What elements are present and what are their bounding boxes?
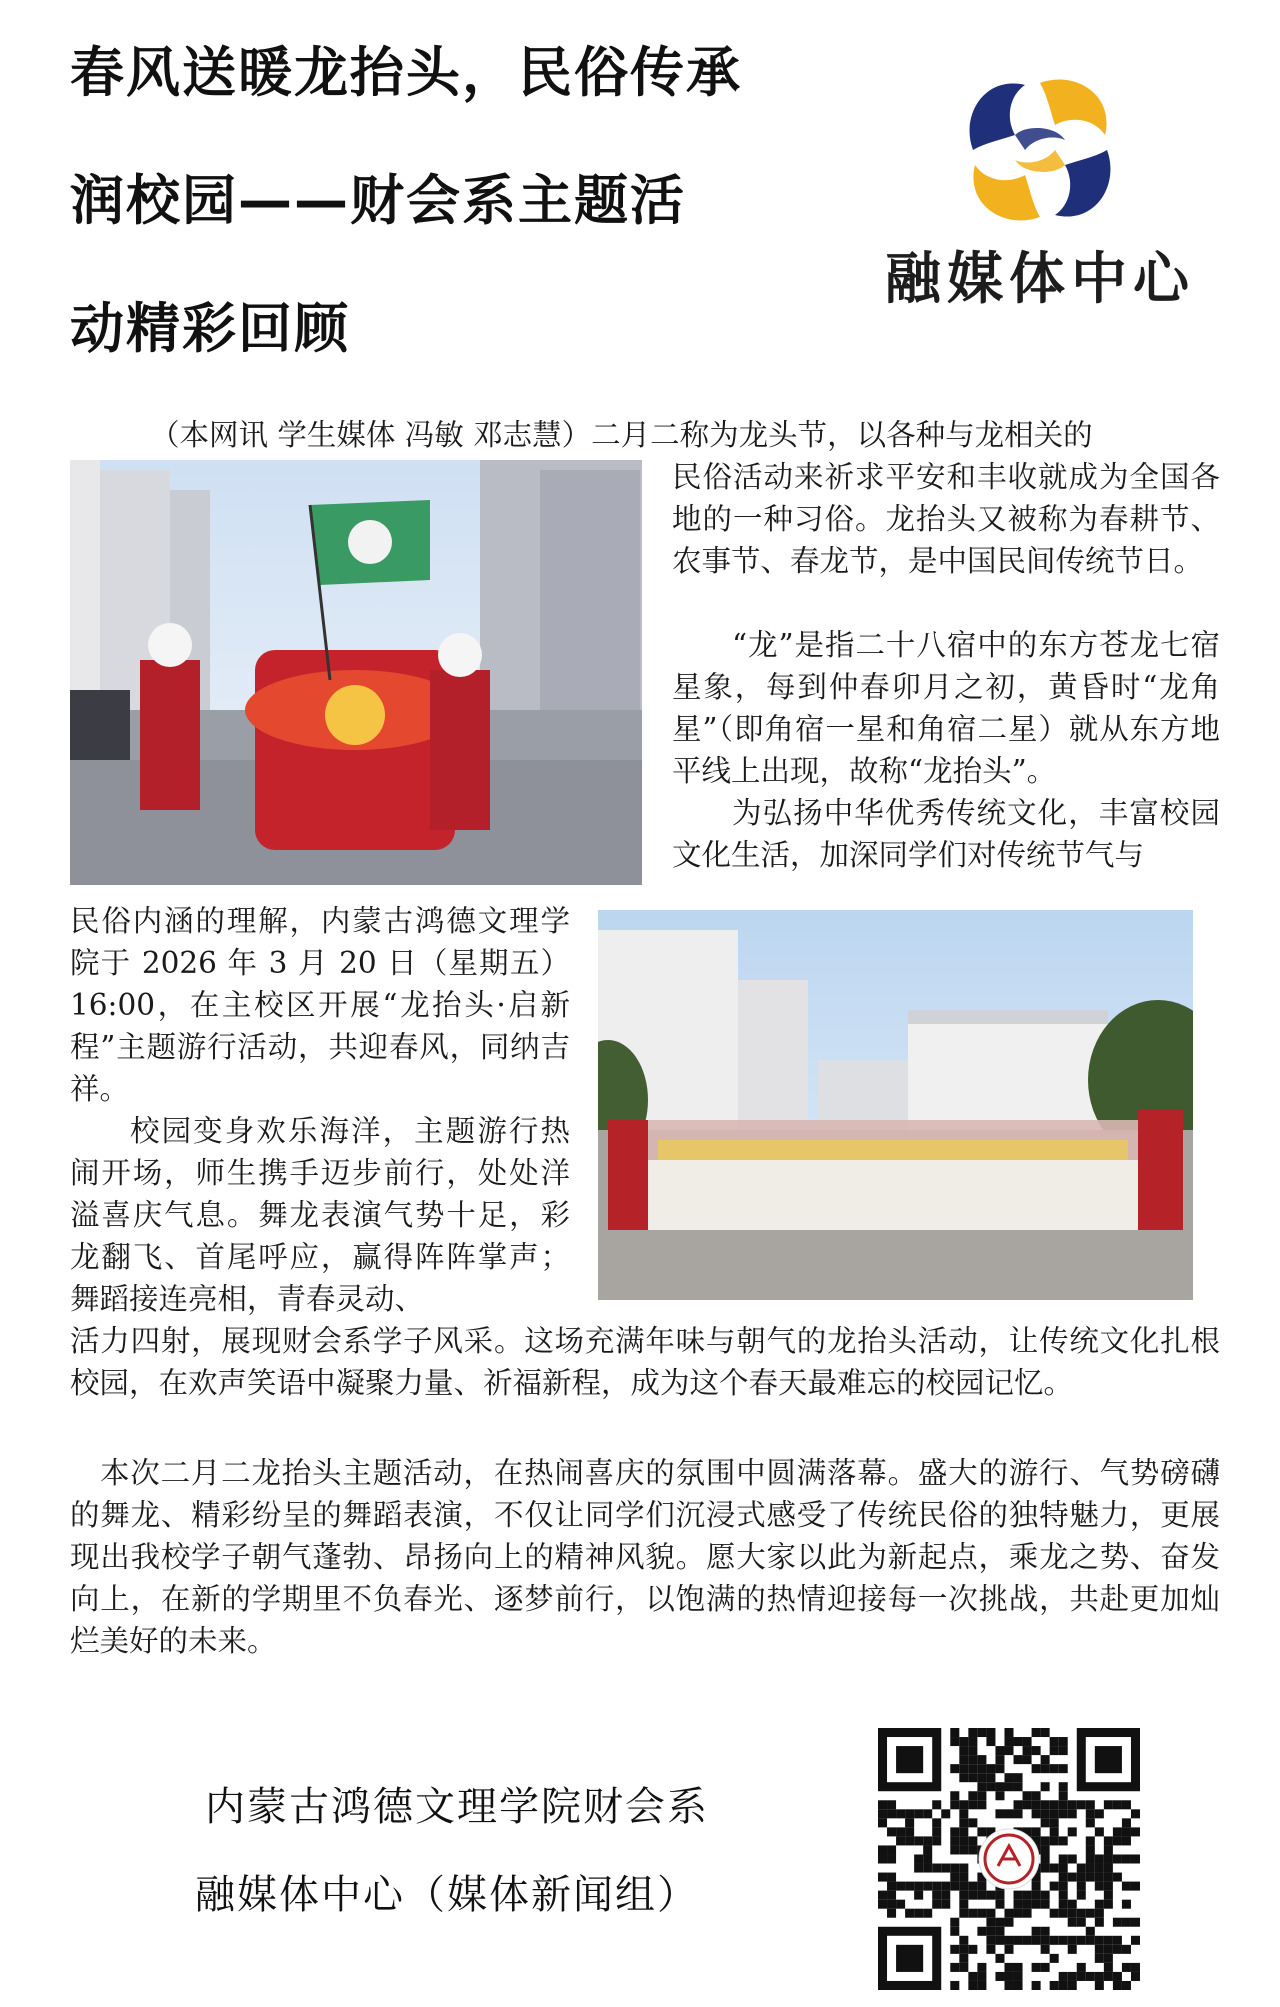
headline-line-2: 润校园——财会系主题活 — [70, 169, 686, 232]
headline-line-3: 动精彩回顾 — [70, 297, 350, 360]
article-paragraph-3-continued: 民俗内涵的理解，内蒙古鸿德文理学院于 2026 年 3 月 20 日（星期五）16:00，在主校区开展“龙抬头·启新程”主题游行活动，共迎春风，同纳吉祥。 — [70, 904, 570, 1106]
headline-line-1: 春风送暖龙抬头，民俗传承 — [70, 41, 742, 104]
article-paragraph-4-continued: 活力四射，展现财会系学子风采。这场充满年味与朝气的龙抬头活动，让传统文化扎根校园，在欢声笑语中凝聚力量、祈福新程，成为这个春天最难忘的校园记忆。 — [70, 1324, 1220, 1400]
footer-department: 内蒙古鸿德文理学院财会系 — [205, 1784, 709, 1830]
article-paragraph-3-start: 为弘扬中华优秀传统文化，丰富校园文化生活，加深同学们对传统节气与 — [672, 796, 1220, 872]
swirl-logo-icon — [955, 65, 1125, 235]
group-photo — [598, 910, 1193, 1300]
media-center-logo — [860, 50, 1220, 310]
article-paragraph-5: 本次二月二龙抬头主题活动，在热闹喜庆的氛围中圆满落幕。盛大的游行、气势磅礴的舞龙、精彩纷呈的舞蹈表演，不仅让同学们沉浸式感受了传统民俗的独特魅力，更展现出我校学子朝气蓬勃、昂扬向上的精神风貌。愿大家以此为新起点，乘龙之势、奋发向上，在新的学期里不负春光、逐梦前行，以饱满的热情迎接每一次挑战，共赴更加灿烂美好的未来。 — [70, 1456, 1220, 1658]
article-paragraph-1-continued: 民俗活动来祈求平安和丰收就成为全国各地的一种习俗。龙抬头又被称为春耕节、农事节、春龙节，是中国民间传统节日。 — [672, 460, 1220, 578]
parade-photo — [70, 460, 642, 885]
article-paragraph-2: “龙”是指二十八宿中的东方苍龙七宿星象，每到仲春卯月之初，黄昏时“龙角星”（即角宿一星和角宿二星）就从东方地平线上出现，故称“龙抬头”。 — [672, 628, 1220, 788]
article-lead-line: （本网讯 学生媒体 冯敏 邓志慧）二月二称为龙头节，以各种与龙相关的 — [150, 418, 1093, 452]
footer-media-center: 融媒体中心（媒体新闻组） — [195, 1872, 699, 1918]
qr-code-icon — [878, 1728, 1140, 1990]
logo-text: 融媒体中心 — [885, 246, 1195, 312]
article-paragraph-4-start: 校园变身欢乐海洋，主题游行热闹开场，师生携手迈步前行，处处洋溢喜庆气息。舞龙表演气势十足，彩龙翻飞、首尾呼应，赢得阵阵掌声；舞蹈接连亮相，青春灵动、 — [70, 1114, 570, 1316]
